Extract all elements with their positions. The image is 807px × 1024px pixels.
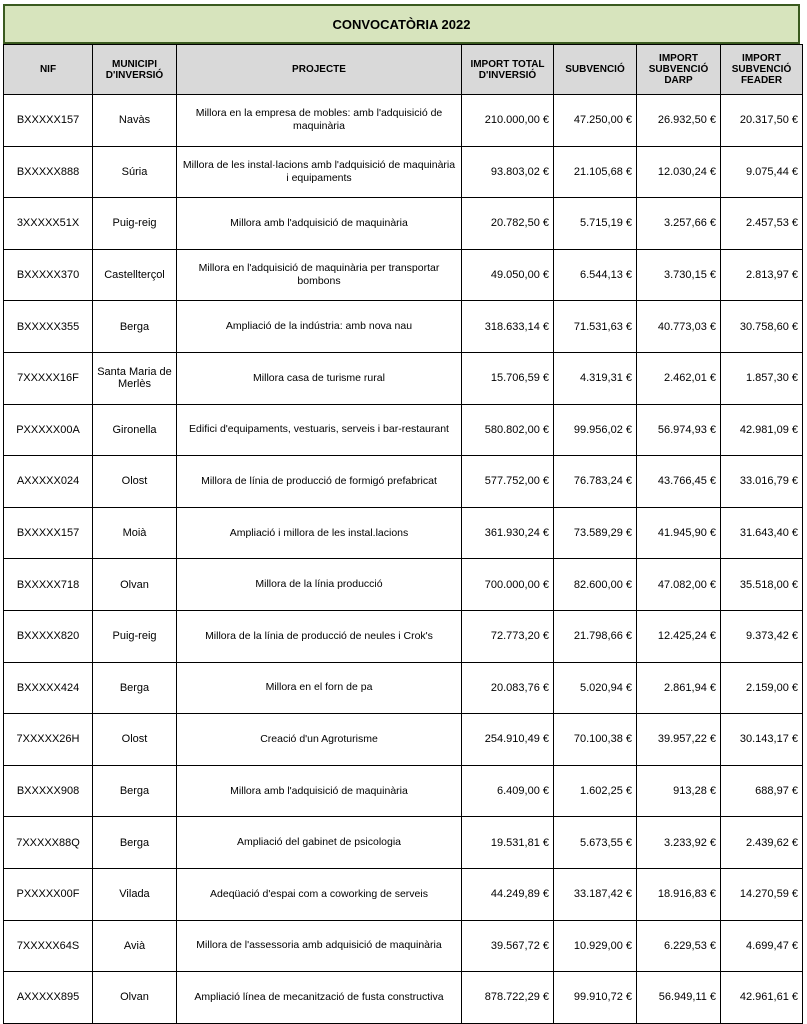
cell-import-total: 580.802,00 €	[462, 404, 554, 456]
cell-municipi: Olost	[93, 456, 177, 508]
cell-nif: BXXXXX355	[4, 301, 93, 353]
cell-subvencio: 82.600,00 €	[554, 559, 637, 611]
cell-subvencio: 21.798,66 €	[554, 610, 637, 662]
cell-import-feader: 2.159,00 €	[721, 662, 803, 714]
cell-import-total: 20.782,50 €	[462, 198, 554, 250]
cell-import-darp: 3.233,92 €	[637, 817, 721, 869]
table-row	[4, 972, 803, 1024]
table-row	[4, 352, 803, 404]
cell-subvencio: 6.544,13 €	[554, 249, 637, 301]
cell-projecte: Millora de la línia de producció de neules i Crok's	[177, 610, 462, 662]
cell-import-darp: 12.425,24 €	[637, 610, 721, 662]
cell-import-darp: 6.229,53 €	[637, 920, 721, 972]
table-row	[4, 920, 803, 972]
cell-import-feader: 33.016,79 €	[721, 456, 803, 508]
header-projecte: PROJECTE	[177, 45, 462, 95]
cell-nif: 7XXXXX26H	[4, 714, 93, 766]
cell-nif: 7XXXXX88Q	[4, 817, 93, 869]
cell-import-feader: 30.143,17 €	[721, 714, 803, 766]
cell-import-total: 15.706,59 €	[462, 352, 554, 404]
table-row	[4, 610, 803, 662]
cell-subvencio: 47.250,00 €	[554, 95, 637, 147]
cell-municipi: Súria	[93, 146, 177, 198]
header-municipi: MUNICIPI D'INVERSIÓ	[93, 45, 177, 95]
cell-import-feader: 9.373,42 €	[721, 610, 803, 662]
cell-subvencio: 73.589,29 €	[554, 507, 637, 559]
cell-projecte: Millora amb l'adquisició de maquinària	[177, 198, 462, 250]
cell-nif: BXXXXX370	[4, 249, 93, 301]
table-row	[4, 765, 803, 817]
cell-projecte: Edifici d'equipaments, vestuaris, serveis i bar-restaurant	[177, 404, 462, 456]
cell-subvencio: 33.187,42 €	[554, 868, 637, 920]
cell-subvencio: 5.715,19 €	[554, 198, 637, 250]
cell-municipi: Berga	[93, 301, 177, 353]
cell-import-darp: 2.462,01 €	[637, 352, 721, 404]
header-import-feader: IMPORT SUBVENCIÓ FEADER	[721, 45, 803, 95]
cell-projecte: Millora en la empresa de mobles: amb l'adquisició de maquinària	[177, 95, 462, 147]
cell-import-darp: 41.945,90 €	[637, 507, 721, 559]
cell-import-total: 700.000,00 €	[462, 559, 554, 611]
cell-import-feader: 35.518,00 €	[721, 559, 803, 611]
cell-municipi: Avià	[93, 920, 177, 972]
cell-projecte: Ampliació i millora de les instal.lacions	[177, 507, 462, 559]
cell-municipi: Castellterçol	[93, 249, 177, 301]
cell-import-darp: 2.861,94 €	[637, 662, 721, 714]
table-row	[4, 507, 803, 559]
cell-projecte: Ampliació línea de mecanització de fusta constructiva	[177, 972, 462, 1024]
cell-import-total: 318.633,14 €	[462, 301, 554, 353]
cell-import-feader: 31.643,40 €	[721, 507, 803, 559]
table-row	[4, 714, 803, 766]
cell-municipi: Olvan	[93, 559, 177, 611]
header-nif: NIF	[4, 45, 93, 95]
cell-import-feader: 14.270,59 €	[721, 868, 803, 920]
cell-import-feader: 4.699,47 €	[721, 920, 803, 972]
table-body	[4, 95, 803, 1024]
cell-projecte: Ampliació del gabinet de psicologia	[177, 817, 462, 869]
cell-import-darp: 43.766,45 €	[637, 456, 721, 508]
header-row	[4, 45, 803, 95]
table-row	[4, 404, 803, 456]
cell-nif: 7XXXXX64S	[4, 920, 93, 972]
cell-import-total: 44.249,89 €	[462, 868, 554, 920]
header-subvencio: SUBVENCIÓ	[554, 45, 637, 95]
cell-subvencio: 71.531,63 €	[554, 301, 637, 353]
table-row	[4, 249, 803, 301]
cell-import-total: 19.531,81 €	[462, 817, 554, 869]
cell-nif: 7XXXXX16F	[4, 352, 93, 404]
header-import-total: IMPORT TOTAL D'INVERSIÓ	[462, 45, 554, 95]
cell-import-feader: 30.758,60 €	[721, 301, 803, 353]
cell-nif: PXXXXX00F	[4, 868, 93, 920]
cell-projecte: Adeqüació d'espai com a coworking de serveis	[177, 868, 462, 920]
cell-import-total: 93.803,02 €	[462, 146, 554, 198]
cell-import-darp: 56.949,11 €	[637, 972, 721, 1024]
cell-municipi: Navàs	[93, 95, 177, 147]
table-row	[4, 146, 803, 198]
cell-municipi: Santa Maria de Merlès	[93, 352, 177, 404]
cell-municipi: Berga	[93, 662, 177, 714]
cell-nif: BXXXXX157	[4, 95, 93, 147]
cell-municipi: Puig-reig	[93, 610, 177, 662]
cell-import-darp: 913,28 €	[637, 765, 721, 817]
grants-table	[3, 44, 803, 1024]
cell-import-total: 210.000,00 €	[462, 95, 554, 147]
table-row	[4, 662, 803, 714]
cell-import-darp: 12.030,24 €	[637, 146, 721, 198]
cell-nif: BXXXXX157	[4, 507, 93, 559]
cell-import-feader: 42.961,61 €	[721, 972, 803, 1024]
cell-import-darp: 40.773,03 €	[637, 301, 721, 353]
table-row	[4, 456, 803, 508]
cell-import-total: 39.567,72 €	[462, 920, 554, 972]
cell-import-total: 254.910,49 €	[462, 714, 554, 766]
cell-nif: AXXXXX895	[4, 972, 93, 1024]
cell-import-total: 878.722,29 €	[462, 972, 554, 1024]
cell-subvencio: 5.020,94 €	[554, 662, 637, 714]
table-row	[4, 198, 803, 250]
cell-projecte: Creació d'un Agroturisme	[177, 714, 462, 766]
cell-subvencio: 21.105,68 €	[554, 146, 637, 198]
cell-nif: BXXXXX424	[4, 662, 93, 714]
cell-nif: BXXXXX718	[4, 559, 93, 611]
cell-import-feader: 688,97 €	[721, 765, 803, 817]
cell-import-feader: 2.457,53 €	[721, 198, 803, 250]
cell-projecte: Ampliació de la indústria: amb nova nau	[177, 301, 462, 353]
cell-import-feader: 1.857,30 €	[721, 352, 803, 404]
cell-municipi: Puig-reig	[93, 198, 177, 250]
cell-import-feader: 2.439,62 €	[721, 817, 803, 869]
cell-municipi: Vilada	[93, 868, 177, 920]
cell-municipi: Berga	[93, 817, 177, 869]
cell-import-total: 72.773,20 €	[462, 610, 554, 662]
cell-projecte: Millora de línia de producció de formigó prefabricat	[177, 456, 462, 508]
cell-nif: BXXXXX888	[4, 146, 93, 198]
cell-subvencio: 99.910,72 €	[554, 972, 637, 1024]
cell-municipi: Moià	[93, 507, 177, 559]
cell-subvencio: 70.100,38 €	[554, 714, 637, 766]
cell-projecte: Millora en l'adquisició de maquinària per transportar bombons	[177, 249, 462, 301]
table-title: CONVOCATÒRIA 2022	[3, 4, 800, 44]
table-row	[4, 301, 803, 353]
cell-subvencio: 99.956,02 €	[554, 404, 637, 456]
table-row	[4, 817, 803, 869]
cell-subvencio: 4.319,31 €	[554, 352, 637, 404]
cell-projecte: Millora de l'assessoria amb adquisició de maquinària	[177, 920, 462, 972]
cell-projecte: Millora de les instal·lacions amb l'adquisició de maquinària i equipaments	[177, 146, 462, 198]
table-row	[4, 868, 803, 920]
cell-import-feader: 9.075,44 €	[721, 146, 803, 198]
cell-nif: 3XXXXX51X	[4, 198, 93, 250]
cell-import-darp: 3.257,66 €	[637, 198, 721, 250]
cell-municipi: Olost	[93, 714, 177, 766]
header-import-darp: IMPORT SUBVENCIÓ DARP	[637, 45, 721, 95]
cell-nif: BXXXXX820	[4, 610, 93, 662]
cell-import-feader: 20.317,50 €	[721, 95, 803, 147]
cell-nif: BXXXXX908	[4, 765, 93, 817]
cell-subvencio: 76.783,24 €	[554, 456, 637, 508]
cell-subvencio: 10.929,00 €	[554, 920, 637, 972]
cell-import-total: 6.409,00 €	[462, 765, 554, 817]
cell-import-darp: 39.957,22 €	[637, 714, 721, 766]
cell-import-total: 361.930,24 €	[462, 507, 554, 559]
cell-municipi: Olvan	[93, 972, 177, 1024]
cell-import-darp: 47.082,00 €	[637, 559, 721, 611]
cell-nif: PXXXXX00A	[4, 404, 93, 456]
cell-municipi: Gironella	[93, 404, 177, 456]
table-row	[4, 95, 803, 147]
cell-projecte: Millora amb l'adquisició de maquinària	[177, 765, 462, 817]
table-row	[4, 559, 803, 611]
cell-projecte: Millora casa de turisme rural	[177, 352, 462, 404]
cell-projecte: Millora de la línia producció	[177, 559, 462, 611]
cell-subvencio: 5.673,55 €	[554, 817, 637, 869]
cell-import-darp: 56.974,93 €	[637, 404, 721, 456]
cell-import-darp: 18.916,83 €	[637, 868, 721, 920]
cell-import-total: 49.050,00 €	[462, 249, 554, 301]
cell-municipi: Berga	[93, 765, 177, 817]
cell-import-feader: 2.813,97 €	[721, 249, 803, 301]
cell-subvencio: 1.602,25 €	[554, 765, 637, 817]
cell-import-total: 577.752,00 €	[462, 456, 554, 508]
cell-import-darp: 26.932,50 €	[637, 95, 721, 147]
cell-nif: AXXXXX024	[4, 456, 93, 508]
cell-import-darp: 3.730,15 €	[637, 249, 721, 301]
cell-import-feader: 42.981,09 €	[721, 404, 803, 456]
cell-import-total: 20.083,76 €	[462, 662, 554, 714]
cell-projecte: Millora en el forn de pa	[177, 662, 462, 714]
